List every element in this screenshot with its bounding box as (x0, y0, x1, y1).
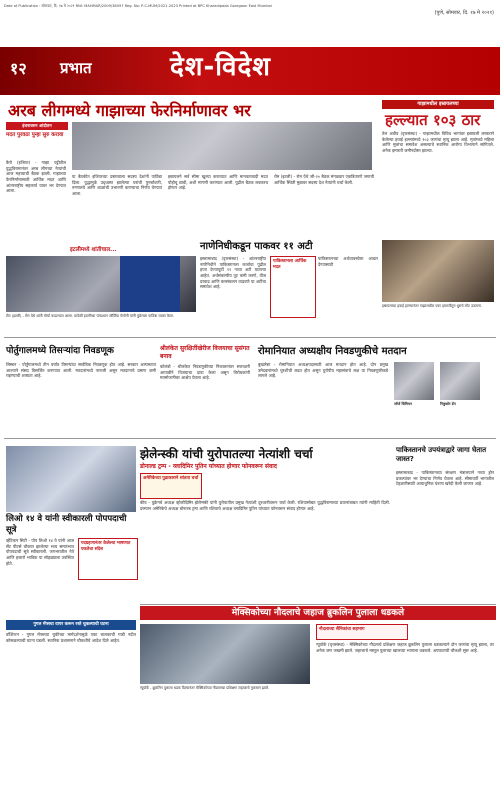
pope-side-box (78, 538, 138, 580)
mexico-box-title: नौदलाच्या सैनिकांचा सहभाग (319, 627, 365, 632)
lead-side-tag: इंधनावरुन आंदोलन (6, 122, 68, 130)
lead-body-col2: या बैठकीत इजिप्तच्या प्रस्तावाला सदस्य देशांनी पाठिंबा दिला. युद्धामुळे उद्ध्वस्त झालेल्या घरांची पुनर्बांधणी, रुग्णालये आणि शाळांची उभारणी करण्याचा निर्णय घेण्यात आला. (72, 174, 162, 197)
publication-info: Date of Publication : सोमवार, दि. १७ मे २०२१ RNI: MAHMAR/2009/38097 Reg. No: P-C-MUM/2021-2023 Printed at BPC Kharadipada Goregaon East Mumbai (4, 3, 272, 8)
pope-headline: लिओ १४ वे यांनी स्वीकारली पोपपदाची सूत्रे (6, 514, 127, 536)
imf-headline: नाणेनिधीकडून पाकवर ११ अटी (200, 241, 313, 252)
lead-body-col3: इस्रायलने सर्व सीमा खुल्या कराव्यात आणि मानवतावादी मदत पोहोचू द्यावी, अशी मागणी करण्यात आली. पुढील बैठक लवकरच होणार आहे. (168, 174, 268, 191)
eu-flag-image (120, 256, 180, 312)
imf-box-title: पाकिस्तानला आर्थिक मदत (273, 259, 307, 270)
lead-photo (72, 122, 372, 170)
lead-body-col1: कैरो (इजिप्त) - गाझा पट्टीतील युद्धविरामानंतर अरब लीगच्या नेत्यांची आज महत्त्वाची बैठक झाली. गाझाच्या फेरनिर्माणासाठी आर्थिक मदत आणि आंतरराष्ट्रीय सहकार्य यावर भर देण्यात आला. (6, 160, 66, 194)
zelensky-headline: झेलेन्स्की यांची युरोपातल्या नेत्यांशी चर्चा (140, 447, 313, 461)
srilanka-headline: श्रीलंकेत सुरक्षितींखेरीज विजयाचा सुसंगत बनाव (160, 345, 250, 361)
pope-body: व्हॅटिकन सिटी - पोप लिओ १४ वे यांनी आज सेंट पीटर्स चौकात झालेल्या भव्य समारंभात पोपपदाची सूत्रे स्वीकारली. जगभरातील नेते आणि हजारो भाविक या सोहळ्याला उपस्थित होते. (6, 538, 74, 566)
pakdrone-body: इस्लामाबाद - पाकिस्तानच्या संरक्षण मंत्रालयाने नव्या ड्रोन प्रकल्पांवर भर देण्याचा निर्णय घेतला आहे. सीमावर्ती भागातील टेहळणीसाठी अत्याधुनिक यंत्रणा खरेदी केली जाणार आहे. (396, 470, 494, 487)
portugal-headline: पोर्तुगालमध्ये तिसऱ्यांदा निवडणूक (6, 346, 114, 356)
brand-logo: प्रभात (60, 59, 92, 77)
imf-box (270, 256, 316, 318)
mexico-headline: मेक्सिकोच्या नौदलाचे जहाज ब्रुकलिन पुलाला धडकले (140, 606, 496, 620)
right-top-body: तेल अवीव (वृत्तसंस्था) - गाझामधील विविध भागांवर इस्रायली लष्कराने केलेल्या हवाई हल्ल्यांमध्ये १०३ जणांचा मृत्यू झाला आहे. मृतांमध्ये महिला आणि मुलांचा समावेश असल्याचे स्थानिक आरोग्य विभागाने सांगितले. अनेक इमारती जमीनदोस्त झाल्या. (382, 131, 494, 154)
gaza-caption: इस्रायलच्या हवाई हल्ल्यानंतर गाझामधील एका इमारतीतून धुराचे लोट उठताना. (382, 304, 483, 308)
lead-caption: रोम (इटली) - रोम येथे जी-२० बैठक मंगळवार एकत्रितपणे जगाची आर्थिक स्थिती मुद्यावर सदस्य देश नेत्यांनी चर्चा केली. (274, 174, 374, 185)
publication-meta (4, 2, 496, 10)
bottom-box-body: वॉशिंग्टन - गुगल मॅप्सच्या चुकीच्या मार्गदर्शनामुळे एका चालकाची गाडी नदीत कोसळल्याची घटना घडली. स्थानिक प्रशासनाने चौकशीचे आदेश दिले आहेत. (6, 632, 136, 643)
right-top-headline: हल्ल्यात १०३ ठार (385, 111, 481, 129)
lead-side-headline: मदत पुरवठा पुन्हा सुरु करावा (6, 132, 64, 138)
candidate-photo-2 (440, 362, 480, 400)
romania-headline: रोमानियात अध्यक्षीय निवडणुकीचे मतदान (258, 346, 407, 357)
gaza-photo (382, 240, 494, 302)
italy-caption: रोम (इटली) - रोम येथे शांती मोर्चा काढण्यात आला. यावेळी इटलीच्या पंतप्रधान जॉर्जिया मेलोनी यांनी युक्रेनला पाठिंबा व्यक्त केला. (6, 314, 175, 318)
imf-body: इस्लामाबाद (वृत्तसंस्था) - आंतरराष्ट्रीय नाणेनिधीने पाकिस्तानला कर्जाचा पुढील हप्ता देण्यापूर्वी ११ नव्या अटी घातल्या आहेत. अर्थसंकल्पीय तूट कमी करणे, वीज दरवाढ आणि करसंकलन वाढवणे या अटींचा समावेश आहे. (200, 256, 266, 290)
zelensky-box-title: अमेरिकेच्या पुढाकाराने शांतता चर्चा (143, 476, 199, 481)
srilanka-body: कोलंबो - श्रीलंकेत निवडणुकीच्या निकालानंतर सत्ताधारी आघाडीने विजयाचा दावा केला असून विरोधकांनी मतमोजणीवर आक्षेप घेतला आहे. (160, 364, 250, 381)
bottom-box-title: गुगल मॅप्सचा वापर करून रस्ते चुकल्याची घटना (6, 620, 136, 630)
portugal-body: लिस्बन - पोर्तुगालमध्ये तीन वर्षांत तिसऱ्यांदा सार्वत्रिक निवडणूक होत आहे. सरकार अल्पमतात आल्याने संसद विसर्जित करण्यात आली. मतदारांमध्ये नाराजी असून मतदानाचे प्रमाण कमी राहण्याची शक्यता आहे. (6, 362, 156, 379)
italy-photo-title: इटलीमध्ये शांतीचाल... (70, 247, 117, 253)
section-title: देश-विदेश (170, 52, 271, 82)
pakdrone-headline: पाकिस्तानचे उपयंत्राद्वारे जागा घेतात जास्त? (396, 446, 487, 464)
candidate-photo-1 (394, 362, 434, 400)
candidate-name-1: जॉर्ज सिमियन (394, 402, 413, 406)
issue-date: (पुणे, सोमवार, दि. १७ मे २०२१) (434, 10, 494, 16)
right-top-tag: गाझामधील इस्रायलच्या (382, 100, 494, 109)
mexico-caption: न्यूयॉर्क - ब्रुकलिन पुलाला धडक दिल्यानंतर मेक्सिकोच्या नौदलाच्या प्रशिक्षण जहाजाचे नुकसान झाले. (140, 686, 270, 690)
mexico-photo (140, 624, 310, 684)
mexico-body: न्यूयॉर्क (वृत्तसंस्था) - मेक्सिकोच्या नौदलाचे प्रशिक्षण जहाज ब्रुकलिन पुलाला धडकल्याने दोन जणांचा मृत्यू झाला, तर अनेक जण जखमी झाले. जहाजाचे मस्तूल पुलाच्या खालच्या भागाला धडकले. अपघाताची चौकशी सुरू आहे. (316, 642, 494, 653)
zelensky-body: कीव - युक्रेनचे अध्यक्ष व्होलोदिमिर झेलेन्स्की यांनी युरोपातील प्रमुख नेत्यांशी दूरध्वनीवरून चर्चा केली. रशियासोबत युद्धविरामाच्या प्रयत्नांबाबत त्यांनी माहिती दिली. दरम्यान अमेरिकेचे अध्यक्ष डोनाल्ड ट्रम्प आणि रशियाचे अध्यक्ष व्लादिमिर पुतिन यांच्यात फोनवरून संवाद होणार आहे. (140, 500, 390, 511)
divider-3 (140, 604, 496, 605)
lead-headline: अरब लीगमध्ये गाझाच्या फेरनिर्माणावर भर (8, 101, 251, 120)
vatican-photo (6, 446, 136, 512)
divider-2 (4, 438, 496, 439)
mexico-box (316, 624, 408, 640)
candidate-name-2: निकुसोर डॅन (440, 402, 456, 406)
imf-sub: पाकिस्तानच्या अर्थव्यवस्थेला आधार देण्यासाठी (318, 256, 378, 267)
divider-1 (4, 337, 496, 338)
zelensky-box (140, 473, 202, 499)
pope-side-title: पदग्रहणानंतर केलेल्या भाषणात एकतेचा संदेश (81, 541, 131, 552)
page-number: १२ (10, 59, 27, 78)
romania-body: बुखारेस्ट - रोमानियात अध्यक्षपदासाठी आज मतदान होत आहे. दोन प्रमुख उमेदवारांमध्ये चुरशीची लढत होत असून युरोपीय महासंघाचे लक्ष या निवडणुकीकडे लागले आहे. (258, 362, 388, 379)
zelensky-subhead: डोनाल्ड ट्रम्प - व्लादिमिर पुतिन यांच्यात होणार फोनवरून संवाद (140, 463, 277, 470)
